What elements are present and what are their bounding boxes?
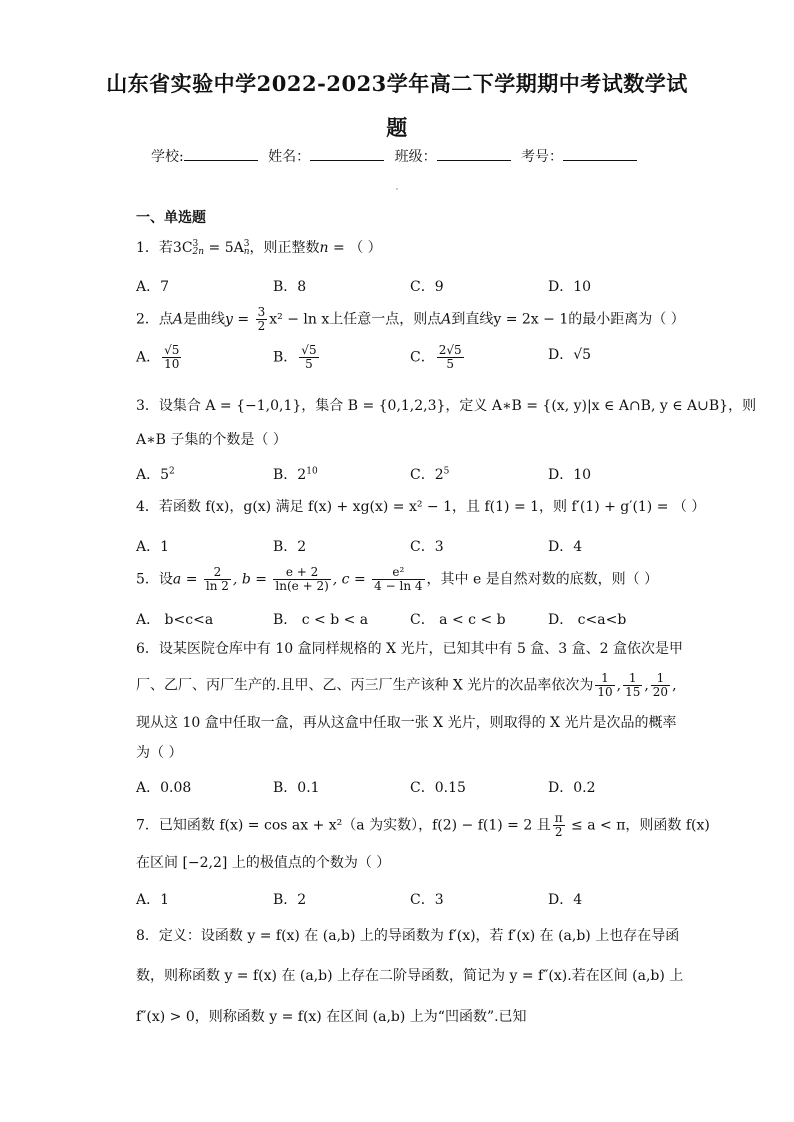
q3-option-a[interactable]: A．$5^2$ (136, 466, 175, 483)
q7-option-c[interactable]: C．3 (410, 892, 444, 908)
q6-option-d[interactable]: D．0.2 (548, 780, 596, 796)
q4-option-b[interactable]: B．2 (273, 539, 307, 555)
q3-option-c[interactable]: C．$2^5$ (410, 466, 450, 483)
q4-option-a[interactable]: A．1 (136, 539, 170, 555)
name-blank[interactable] (310, 146, 384, 161)
q6-stem-line4: 为（ ） (136, 745, 183, 761)
q6-stem-line1: 6．设某医院仓库中有 10 盒同样规格的 X 光片，已知其中有 5 盒、3 盒、2 盒依次是甲 (136, 641, 684, 657)
q7-stem-line2: 在区间 [−2,2] 上的极值点的个数为（ ） (136, 855, 391, 871)
q3-option-d[interactable]: D．10 (548, 467, 592, 483)
q1-option-d[interactable]: D．10 (548, 279, 592, 295)
q3-options (136, 464, 696, 484)
q8-stem-line3: f″(x) > 0，则称函数 y = f(x) 在区间 (a,b) 上为“凹函数”.已知 (136, 1009, 527, 1025)
q7-stem-line1: 7．已知函数 f(x) = cos ax + x²（a 为实数），f(2) − f(1) = 2 且 $\frac{\pi}{2}$ ≤ a < π，则函数 f(x) (136, 811, 710, 840)
q2-stem: 2．点A是曲线y = $\frac{3}{2}$ x² − ln x上任意一点，则点A到直线y = 2x − 1的最小距离为（ ） (136, 305, 685, 334)
q2-option-b[interactable]: B． $\frac{√5}{5}$ (273, 343, 317, 372)
q5-options (136, 609, 696, 629)
q7-option-a[interactable]: A．1 (136, 892, 170, 908)
q3-option-b[interactable]: B．$2^{10}$ (273, 466, 318, 483)
q2-option-c[interactable]: C． $\frac{2√5}{5}$ (410, 343, 462, 372)
exam-no-blank[interactable] (563, 146, 637, 161)
q1-stem: 1．若3C 3 2n = 5A 3 n ，则正整数n = （ ） (136, 239, 382, 258)
q2-option-a[interactable]: A． $\frac{√5}{10}$ (136, 343, 180, 372)
class-blank[interactable] (437, 146, 511, 161)
q7-option-b[interactable]: B．2 (273, 892, 307, 908)
exam-title-line2: 题 (386, 115, 408, 140)
q6-stem-line3: 现从这 10 盒中任取一盒，再从这盒中任取一张 X 光片，则取得的 X 光片是次品的概率 (136, 715, 677, 731)
q5-option-d[interactable]: D． c<a<b (548, 612, 627, 628)
section-title: 一、单选题 (136, 210, 206, 226)
q8-stem-line1: 8．定义：设函数 y = f(x) 在 (a,b) 上的导函数为 f′(x)，若 f′(x) 在 (a,b) 上也存在导函 (136, 928, 680, 944)
school-blank[interactable] (184, 146, 258, 161)
q2-options (136, 344, 696, 380)
q5-option-a[interactable]: A． b<c<a (136, 612, 214, 628)
q6-option-b[interactable]: B．0.1 (273, 780, 320, 796)
decorative-dot (396, 188, 398, 190)
school-label: 学校: (150, 149, 184, 165)
q8-stem-line2: 数，则称函数 y = f(x) 在 (a,b) 上存在二阶导函数，简记为 y = f″(x).若在区间 (a,b) 上 (136, 968, 684, 984)
class-label: 班级： (394, 149, 437, 165)
q3-stem-line2: A∗B 子集的个数是（ ） (136, 432, 287, 448)
q2-option-d[interactable]: D．√5 (548, 347, 592, 363)
q1-option-a[interactable]: A．7 (136, 279, 170, 295)
name-label: 姓名： (268, 149, 311, 165)
q1-options (136, 276, 696, 296)
q7-option-d[interactable]: D．4 (548, 892, 583, 908)
q6-options (136, 777, 696, 797)
q4-option-c[interactable]: C．3 (410, 539, 444, 555)
q4-stem: 4．若函数 f(x)，g(x) 满足 f(x) + xg(x) = x² − 1，且 f(1) = 1，则 f′(1) + g′(1) = （ ） (136, 499, 706, 515)
exam-title-line1: 山东省实验中学2022-2023学年高二下学期期中考试数学试 (106, 71, 688, 96)
exam-no-label: 考号： (521, 149, 564, 165)
q5-option-c[interactable]: C． a < c < b (410, 612, 506, 628)
q5-option-b[interactable]: B． c < b < a (273, 612, 369, 628)
q1-option-b[interactable]: B．8 (273, 279, 307, 295)
student-info-row (0, 146, 794, 166)
q1-option-c[interactable]: C．9 (410, 279, 444, 295)
q4-option-d[interactable]: D．4 (548, 539, 583, 555)
q6-stem-line2: 厂、乙厂、丙厂生产的.且甲、乙、丙三厂生产该种 X 光片的次品率依次为 $\frac{1}{10}$ , $\frac{1}{15}$ , $\frac{1}{20}$ , (136, 671, 677, 700)
q7-options (136, 889, 696, 909)
q4-options (136, 536, 696, 556)
q3-stem-line1: 3．设集合 A = {−1,0,1}，集合 B = {0,1,2,3}，定义 A∗B = {(x, y)|x ∈ A∩B, y ∈ A∪B}，则 (136, 398, 757, 414)
q6-option-c[interactable]: C．0.15 (410, 780, 466, 796)
q5-stem: 5．设a = $\frac{2}{\ln 2}$ , b = $\frac{e + 2}{\ln(e + 2)}$ , c = $\frac{\text{e²}}{4 - \ln 4}$ ，其中 e 是自然对数的底数，则（ ） (136, 565, 659, 594)
q6-option-a[interactable]: A．0.08 (136, 780, 192, 796)
